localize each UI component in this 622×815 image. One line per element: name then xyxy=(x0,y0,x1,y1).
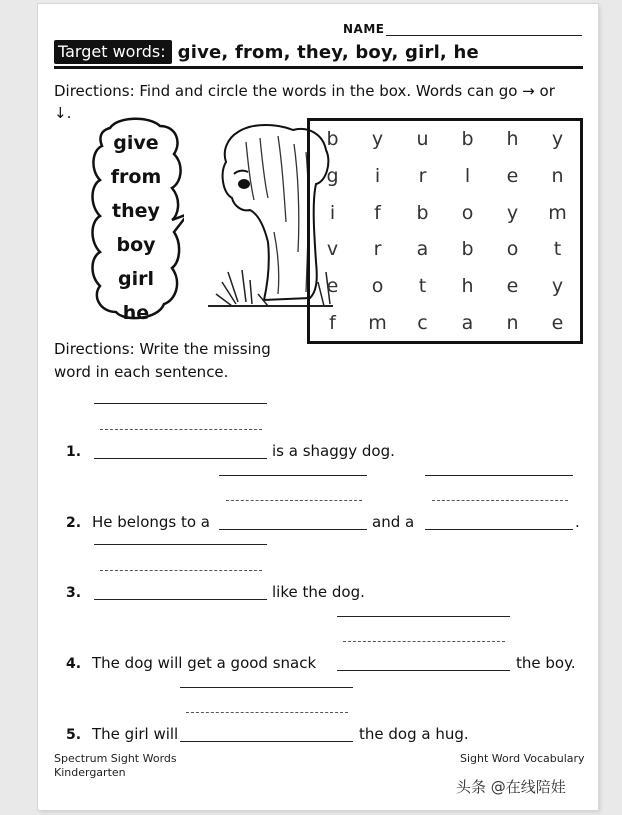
writing-mid-dashes xyxy=(226,500,362,501)
grid-letter[interactable]: n xyxy=(551,164,564,187)
cloud-word: give xyxy=(113,132,159,154)
grid-letter[interactable]: m xyxy=(548,201,567,224)
grid-letter[interactable]: h xyxy=(461,274,474,297)
grid-letter[interactable]: f xyxy=(329,311,336,334)
sentence-number: 2. xyxy=(66,515,82,531)
cloud-word: he xyxy=(122,302,150,324)
answer-line-1[interactable] xyxy=(94,458,267,459)
grid-letter[interactable]: a xyxy=(461,311,474,334)
cloud-word: they xyxy=(112,200,160,222)
grid-letter[interactable]: v xyxy=(326,238,339,261)
grid-letter[interactable]: e xyxy=(506,274,519,297)
footer-left xyxy=(54,752,177,780)
grid-letter[interactable]: o xyxy=(461,201,474,224)
watermark-text: 头条 @在线陪娃 xyxy=(456,778,566,796)
target-words-label: Target words: xyxy=(54,40,172,64)
grid-letter[interactable]: l xyxy=(464,164,471,187)
grid-letter[interactable]: b xyxy=(461,128,474,151)
answer-line-2a[interactable] xyxy=(219,529,367,530)
sentence-text: the boy. xyxy=(516,654,576,672)
grid-letter[interactable]: y xyxy=(506,201,519,224)
grid-letter[interactable]: g xyxy=(326,164,339,187)
sentence-number: 4. xyxy=(66,656,82,672)
grid-letter[interactable]: m xyxy=(368,311,387,334)
sentence-text: and a xyxy=(372,513,415,531)
writing-top-line xyxy=(94,544,267,545)
writing-mid-dashes xyxy=(100,570,262,571)
grid-letter[interactable]: b xyxy=(416,201,429,224)
grid-letter[interactable]: f xyxy=(374,201,381,224)
writing-mid-dashes xyxy=(186,712,348,713)
writing-top-line xyxy=(337,616,510,617)
sentence-text: . xyxy=(575,513,580,531)
grid-letter[interactable]: o xyxy=(506,238,519,261)
worksheet-page xyxy=(38,4,598,810)
sentence-text: like the dog. xyxy=(272,583,365,601)
grid-letter[interactable]: r xyxy=(373,238,382,261)
grid-letter[interactable]: b xyxy=(461,238,474,261)
grid-letter[interactable]: t xyxy=(418,274,427,297)
writing-mid-dashes xyxy=(343,641,505,642)
grid-letter[interactable]: e xyxy=(551,311,564,334)
grid-letter[interactable]: u xyxy=(416,128,429,151)
grid-letter[interactable]: t xyxy=(553,238,562,261)
directions-write: Directions: Write the missing word in each sentence. xyxy=(54,340,271,381)
target-words-list: give, from, they, boy, girl, he xyxy=(177,41,479,63)
sentence-text: is a shaggy dog. xyxy=(272,442,395,460)
grid-letter[interactable]: o xyxy=(371,274,384,297)
grid-letter[interactable]: i xyxy=(374,164,381,187)
name-label: NAME xyxy=(343,22,385,36)
writing-mid-dashes xyxy=(432,500,568,501)
grid-letter[interactable]: h xyxy=(506,128,519,151)
cloud-word: girl xyxy=(118,268,154,290)
footer-right: Sight Word Vocabulary xyxy=(460,752,585,765)
writing-top-line xyxy=(94,403,267,404)
name-write-line[interactable] xyxy=(386,35,582,36)
grid-letter[interactable]: i xyxy=(329,201,336,224)
sentence-text: The girl will xyxy=(92,725,179,743)
cloud-word-list xyxy=(88,126,184,330)
header-rule xyxy=(54,66,583,69)
grid-letter[interactable]: c xyxy=(417,311,428,334)
sentence-text: He belongs to a xyxy=(92,513,211,531)
answer-line-5[interactable] xyxy=(180,741,353,742)
answer-line-4[interactable] xyxy=(337,670,510,671)
grid-letter[interactable]: e xyxy=(326,274,339,297)
writing-top-line xyxy=(425,475,573,476)
answer-line-3[interactable] xyxy=(94,599,267,600)
word-search-grid[interactable] xyxy=(307,118,583,344)
grid-letter[interactable]: y xyxy=(551,128,564,151)
answer-line-2b[interactable] xyxy=(425,529,573,530)
writing-top-line xyxy=(180,687,353,688)
sentence-number: 5. xyxy=(66,727,82,743)
writing-mid-dashes xyxy=(100,429,262,430)
sentence-text: The dog will get a good snack xyxy=(92,654,317,672)
sentence-number: 1. xyxy=(66,444,82,460)
grid-letter[interactable]: a xyxy=(416,238,429,261)
grid-letter[interactable]: b xyxy=(326,128,339,151)
footer-book-title: Spectrum Sight Words xyxy=(54,752,177,765)
cloud-word: boy xyxy=(116,234,156,256)
target-words-row xyxy=(54,39,479,65)
sentence-number: 3. xyxy=(66,585,82,601)
grid-letter[interactable]: y xyxy=(371,128,384,151)
writing-top-line xyxy=(219,475,367,476)
footer-grade: Kindergarten xyxy=(54,766,126,779)
cloud-word: from xyxy=(110,166,162,188)
grid-letter[interactable]: y xyxy=(551,274,564,297)
directions-circle: Directions: Find and circle the words in the box. Words can go → or ↓. xyxy=(54,82,555,122)
sentence-text: the dog a hug. xyxy=(359,725,469,743)
grid-letter[interactable]: n xyxy=(506,311,519,334)
grid-letter[interactable]: r xyxy=(418,164,427,187)
grid-letter[interactable]: e xyxy=(506,164,519,187)
